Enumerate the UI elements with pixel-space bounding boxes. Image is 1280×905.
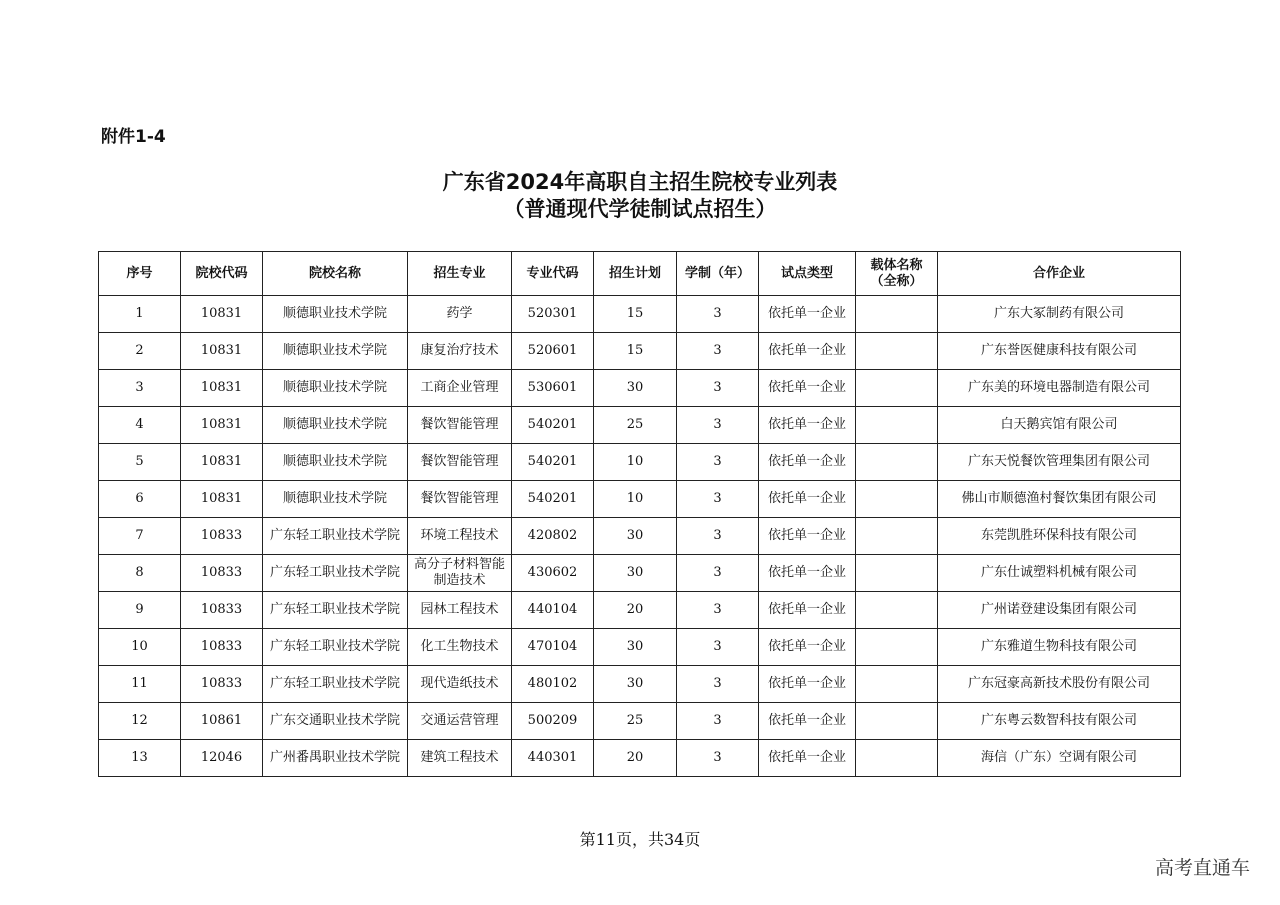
cell-school-name: 广州番禺职业技术学院: [263, 740, 408, 777]
cell-pilot-type: 依托单一企业: [759, 629, 856, 666]
cell-carrier-name: [856, 740, 938, 777]
cell-school-code: 10831: [181, 444, 263, 481]
cell-pilot-type: 依托单一企业: [759, 481, 856, 518]
cell-school-code: 10831: [181, 481, 263, 518]
cell-carrier-name: [856, 333, 938, 370]
cell-school-name: 顺德职业技术学院: [263, 370, 408, 407]
cell-carrier-name: [856, 407, 938, 444]
watermark: 高考直通车: [1154, 857, 1250, 879]
cell-plan: 20: [594, 592, 677, 629]
cell-major: 化工生物技术: [408, 629, 512, 666]
cell-index: 13: [99, 740, 181, 777]
cell-index: 12: [99, 703, 181, 740]
cell-partner: 广东雅道生物科技有限公司: [938, 629, 1181, 666]
header-partner: 合作企业: [938, 252, 1181, 296]
header-school-code: 院校代码: [181, 252, 263, 296]
cell-pilot-type: 依托单一企业: [759, 296, 856, 333]
cell-major: 康复治疗技术: [408, 333, 512, 370]
cell-school-code: 10831: [181, 370, 263, 407]
cell-index: 9: [99, 592, 181, 629]
cell-plan: 15: [594, 296, 677, 333]
document-subtitle: （普通现代学徒制试点招生）: [503, 197, 777, 221]
cell-pilot-type: 依托单一企业: [759, 592, 856, 629]
cell-duration: 3: [677, 629, 759, 666]
cell-index: 7: [99, 518, 181, 555]
table-row: [99, 370, 1181, 407]
cell-school-name: 广东轻工职业技术学院: [263, 555, 408, 592]
cell-school-name: 广东轻工职业技术学院: [263, 592, 408, 629]
cell-major: 药学: [408, 296, 512, 333]
cell-plan: 30: [594, 518, 677, 555]
cell-duration: 3: [677, 666, 759, 703]
cell-carrier-name: [856, 481, 938, 518]
cell-duration: 3: [677, 518, 759, 555]
cell-carrier-name: [856, 592, 938, 629]
cell-partner: 广州诺登建设集团有限公司: [938, 592, 1181, 629]
cell-carrier-name: [856, 444, 938, 481]
cell-plan: 10: [594, 481, 677, 518]
cell-major-code: 480102: [512, 666, 594, 703]
cell-partner: 广东仕诚塑料机械有限公司: [938, 555, 1181, 592]
table-row: [99, 407, 1181, 444]
cell-partner: 广东大冢制药有限公司: [938, 296, 1181, 333]
document-title: 广东省2024年高职自主招生院校专业列表: [442, 170, 838, 194]
cell-carrier-name: [856, 555, 938, 592]
cell-school-code: 10833: [181, 629, 263, 666]
cell-carrier-name: [856, 296, 938, 333]
cell-school-code: 10861: [181, 703, 263, 740]
cell-carrier-name: [856, 666, 938, 703]
table-row: [99, 518, 1181, 555]
cell-school-name: 广东轻工职业技术学院: [263, 518, 408, 555]
cell-duration: 3: [677, 407, 759, 444]
cell-school-name: 顺德职业技术学院: [263, 407, 408, 444]
cell-school-name: 广东轻工职业技术学院: [263, 629, 408, 666]
cell-duration: 3: [677, 370, 759, 407]
cell-duration: 3: [677, 592, 759, 629]
cell-index: 5: [99, 444, 181, 481]
cell-plan: 20: [594, 740, 677, 777]
cell-carrier-name: [856, 629, 938, 666]
cell-index: 4: [99, 407, 181, 444]
cell-major-code: 440301: [512, 740, 594, 777]
cell-major-code: 440104: [512, 592, 594, 629]
cell-partner: 广东誉医健康科技有限公司: [938, 333, 1181, 370]
cell-pilot-type: 依托单一企业: [759, 407, 856, 444]
cell-major: 餐饮智能管理: [408, 407, 512, 444]
cell-partner: 广东美的环境电器制造有限公司: [938, 370, 1181, 407]
cell-index: 10: [99, 629, 181, 666]
cell-school-name: 顺德职业技术学院: [263, 444, 408, 481]
cell-school-code: 10831: [181, 333, 263, 370]
cell-plan: 30: [594, 666, 677, 703]
cell-pilot-type: 依托单一企业: [759, 444, 856, 481]
cell-pilot-type: 依托单一企业: [759, 333, 856, 370]
cell-plan: 30: [594, 555, 677, 592]
cell-plan: 10: [594, 444, 677, 481]
cell-plan: 25: [594, 407, 677, 444]
cell-carrier-name: [856, 703, 938, 740]
table-row: [99, 740, 1181, 777]
cell-pilot-type: 依托单一企业: [759, 518, 856, 555]
cell-school-code: 10831: [181, 407, 263, 444]
cell-major-code: 520301: [512, 296, 594, 333]
header-pilot-type: 试点类型: [759, 252, 856, 296]
cell-school-code: 12046: [181, 740, 263, 777]
cell-duration: 3: [677, 481, 759, 518]
attachment-label: 附件1-4: [101, 127, 166, 147]
cell-major: 现代造纸技术: [408, 666, 512, 703]
cell-school-code: 10833: [181, 518, 263, 555]
table-row: [99, 296, 1181, 333]
cell-partner: 佛山市顺德渔村餐饮集团有限公司: [938, 481, 1181, 518]
cell-school-code: 10833: [181, 592, 263, 629]
cell-duration: 3: [677, 444, 759, 481]
table-row: [99, 444, 1181, 481]
table-row: [99, 333, 1181, 370]
cell-duration: 3: [677, 740, 759, 777]
header-carrier-name: 载体名称（全称）: [856, 252, 938, 296]
header-major: 招生专业: [408, 252, 512, 296]
cell-pilot-type: 依托单一企业: [759, 555, 856, 592]
cell-duration: 3: [677, 555, 759, 592]
cell-plan: 15: [594, 333, 677, 370]
cell-school-code: 10831: [181, 296, 263, 333]
cell-partner: 海信（广东）空调有限公司: [938, 740, 1181, 777]
cell-school-name: 广东交通职业技术学院: [263, 703, 408, 740]
cell-duration: 3: [677, 703, 759, 740]
cell-index: 2: [99, 333, 181, 370]
cell-index: 1: [99, 296, 181, 333]
table-row: [99, 555, 1181, 592]
cell-major: 建筑工程技术: [408, 740, 512, 777]
cell-major-code: 430602: [512, 555, 594, 592]
cell-major: 工商企业管理: [408, 370, 512, 407]
header-index: 序号: [99, 252, 181, 296]
cell-school-code: 10833: [181, 666, 263, 703]
cell-major: 高分子材料智能制造技术: [408, 555, 512, 592]
cell-school-code: 10833: [181, 555, 263, 592]
cell-partner: 广东冠豪高新技术股份有限公司: [938, 666, 1181, 703]
cell-pilot-type: 依托单一企业: [759, 703, 856, 740]
cell-school-name: 广东轻工职业技术学院: [263, 666, 408, 703]
cell-duration: 3: [677, 296, 759, 333]
header-major-code: 专业代码: [512, 252, 594, 296]
cell-carrier-name: [856, 518, 938, 555]
cell-index: 11: [99, 666, 181, 703]
cell-school-name: 顺德职业技术学院: [263, 333, 408, 370]
cell-partner: 广东天悦餐饮管理集团有限公司: [938, 444, 1181, 481]
cell-major-code: 540201: [512, 444, 594, 481]
cell-pilot-type: 依托单一企业: [759, 740, 856, 777]
table-row: [99, 666, 1181, 703]
cell-major: 餐饮智能管理: [408, 444, 512, 481]
cell-school-name: 顺德职业技术学院: [263, 296, 408, 333]
table-header-row: [99, 252, 1181, 296]
cell-partner: 广东粤云数智科技有限公司: [938, 703, 1181, 740]
cell-partner: 白天鹅宾馆有限公司: [938, 407, 1181, 444]
cell-index: 8: [99, 555, 181, 592]
header-duration: 学制（年）: [677, 252, 759, 296]
enrollment-table: [98, 251, 1181, 777]
cell-major-code: 500209: [512, 703, 594, 740]
cell-major: 交通运营管理: [408, 703, 512, 740]
header-school-name: 院校名称: [263, 252, 408, 296]
cell-major-code: 540201: [512, 481, 594, 518]
header-plan: 招生计划: [594, 252, 677, 296]
cell-major-code: 530601: [512, 370, 594, 407]
cell-major-code: 470104: [512, 629, 594, 666]
cell-index: 6: [99, 481, 181, 518]
table-row: [99, 703, 1181, 740]
cell-duration: 3: [677, 333, 759, 370]
page-footer: 第11页，共34页: [579, 830, 701, 849]
cell-carrier-name: [856, 370, 938, 407]
cell-major: 环境工程技术: [408, 518, 512, 555]
table-row: [99, 592, 1181, 629]
cell-major: 园林工程技术: [408, 592, 512, 629]
cell-major-code: 420802: [512, 518, 594, 555]
cell-major-code: 520601: [512, 333, 594, 370]
table-row: [99, 629, 1181, 666]
cell-index: 3: [99, 370, 181, 407]
cell-major-code: 540201: [512, 407, 594, 444]
cell-school-name: 顺德职业技术学院: [263, 481, 408, 518]
cell-partner: 东莞凯胜环保科技有限公司: [938, 518, 1181, 555]
cell-pilot-type: 依托单一企业: [759, 370, 856, 407]
cell-plan: 30: [594, 629, 677, 666]
cell-pilot-type: 依托单一企业: [759, 666, 856, 703]
table-row: [99, 481, 1181, 518]
cell-plan: 30: [594, 370, 677, 407]
cell-major: 餐饮智能管理: [408, 481, 512, 518]
cell-plan: 25: [594, 703, 677, 740]
